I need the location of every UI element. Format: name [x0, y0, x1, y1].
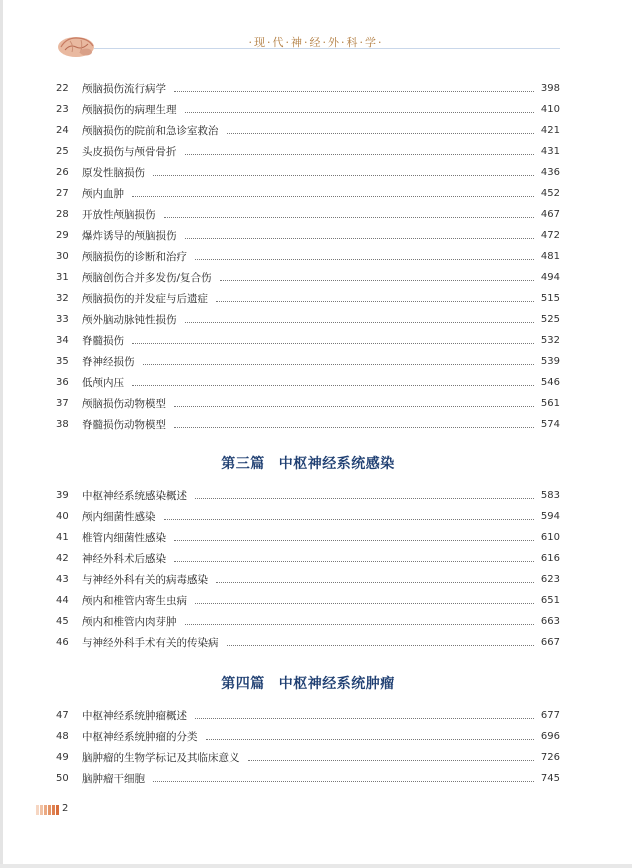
- toc-list-part3: [56, 705, 560, 789]
- section-part-label: 第四篇: [221, 676, 265, 692]
- chapter-page-number: 651: [540, 595, 560, 606]
- chapter-page-number: 532: [540, 335, 560, 346]
- chapter-page-number: 398: [540, 83, 560, 94]
- chapter-number: 29: [56, 230, 69, 241]
- toc-entry[interactable]: [56, 372, 560, 393]
- chapter-title: 中枢神经系统肿瘤的分类: [82, 731, 198, 743]
- chapter-number: 22: [56, 83, 69, 94]
- dot-leader: [164, 518, 535, 520]
- dot-leader: [185, 321, 535, 323]
- header-title: ·现·代·神·经·外·科·学·: [248, 36, 384, 49]
- chapter-title: 颅脑损伤的诊断和治疗: [82, 251, 187, 263]
- brain-logo-icon: [56, 32, 98, 58]
- chapter-title: 颅脑损伤流行病学: [82, 83, 166, 95]
- dot-leader: [216, 581, 534, 583]
- dot-leader: [174, 405, 534, 407]
- chapter-page-number: 667: [540, 637, 560, 648]
- chapter-page-number: 431: [540, 146, 560, 157]
- toc-entry[interactable]: [56, 747, 560, 768]
- toc-entry[interactable]: [56, 569, 560, 590]
- chapter-page-number: 515: [540, 293, 560, 304]
- chapter-title: 脊髓损伤动物模型: [82, 419, 166, 431]
- chapter-number: 39: [56, 490, 69, 501]
- toc-entry[interactable]: [56, 78, 560, 99]
- footer-bars-icon: [36, 805, 59, 815]
- chapter-page-number: 677: [540, 710, 560, 721]
- toc-entry[interactable]: [56, 120, 560, 141]
- toc-entry[interactable]: [56, 414, 560, 435]
- toc-entry[interactable]: [56, 183, 560, 204]
- chapter-page-number: 745: [540, 773, 560, 784]
- chapter-title: 中枢神经系统肿瘤概述: [82, 710, 187, 722]
- dot-leader: [216, 300, 534, 302]
- chapter-number: 28: [56, 209, 69, 220]
- chapter-title: 脑肿瘤干细胞: [82, 773, 145, 785]
- chapter-number: 37: [56, 398, 69, 409]
- dot-leader: [195, 497, 534, 499]
- chapter-title: 颅内细菌性感染: [82, 511, 156, 523]
- section-name: 中枢神经系统肿瘤: [278, 676, 395, 692]
- chapter-page-number: 436: [540, 167, 560, 178]
- dot-leader: [227, 644, 535, 646]
- dot-leader: [248, 759, 535, 761]
- dot-leader: [220, 279, 534, 281]
- toc-entry[interactable]: [56, 705, 560, 726]
- chapter-title: 神经外科术后感染: [82, 553, 166, 565]
- chapter-title: 颅外脑动脉钝性损伤: [82, 314, 177, 326]
- chapter-title: 开放性颅脑损伤: [82, 209, 156, 221]
- toc-entry[interactable]: [56, 141, 560, 162]
- chapter-number: 38: [56, 419, 69, 430]
- chapter-number: 32: [56, 293, 69, 304]
- chapter-page-number: 539: [540, 356, 560, 367]
- chapter-number: 44: [56, 595, 69, 606]
- chapter-title: 脑肿瘤的生物学标记及其临床意义: [82, 752, 240, 764]
- chapter-title: 颅脑创伤合并多发伤/复合伤: [82, 272, 212, 284]
- running-header: [56, 28, 560, 58]
- dot-leader: [174, 426, 534, 428]
- chapter-title: 颅内和椎管内肉芽肿: [82, 616, 177, 628]
- dot-leader: [132, 195, 534, 197]
- page-bottom-edge: [0, 864, 632, 868]
- section-name: 中枢神经系统感染: [278, 456, 395, 472]
- chapter-title: 椎管内细菌性感染: [82, 532, 166, 544]
- chapter-page-number: 696: [540, 731, 560, 742]
- chapter-number: 27: [56, 188, 69, 199]
- chapter-title: 原发性脑损伤: [82, 167, 145, 179]
- chapter-page-number: 410: [540, 104, 560, 115]
- toc-list-part2: [56, 485, 560, 653]
- dot-leader: [143, 363, 535, 365]
- chapter-title: 颅内血肿: [82, 188, 124, 200]
- chapter-number: 31: [56, 272, 69, 283]
- dot-leader: [153, 780, 534, 782]
- toc-list-part1: [56, 78, 560, 435]
- chapter-number: 23: [56, 104, 69, 115]
- dot-leader: [174, 560, 534, 562]
- toc-entry[interactable]: [56, 225, 560, 246]
- chapter-page-number: 421: [540, 125, 560, 136]
- chapter-title: 中枢神经系统感染概述: [82, 490, 187, 502]
- chapter-page-number: 546: [540, 377, 560, 388]
- toc-entry[interactable]: [56, 330, 560, 351]
- dot-leader: [185, 623, 535, 625]
- toc-entry[interactable]: [56, 288, 560, 309]
- chapter-page-number: 594: [540, 511, 560, 522]
- toc-entry[interactable]: [56, 267, 560, 288]
- toc-entry[interactable]: [56, 527, 560, 548]
- chapter-title: 颅脑损伤动物模型: [82, 398, 166, 410]
- toc-entry[interactable]: [56, 162, 560, 183]
- chapter-number: 25: [56, 146, 69, 157]
- chapter-number: 24: [56, 125, 69, 136]
- dot-leader: [132, 384, 534, 386]
- dot-leader: [185, 111, 535, 113]
- dot-leader: [185, 153, 535, 155]
- chapter-title: 与神经外科有关的病毒感染: [82, 574, 208, 586]
- dot-leader: [195, 258, 534, 260]
- toc-entry[interactable]: [56, 309, 560, 330]
- chapter-page-number: 467: [540, 209, 560, 220]
- section-heading-3: [56, 453, 560, 473]
- chapter-number: 42: [56, 553, 69, 564]
- toc-entry[interactable]: [56, 611, 560, 632]
- chapter-title: 头皮损伤与颅骨骨折: [82, 146, 177, 158]
- dot-leader: [132, 342, 534, 344]
- toc-entry[interactable]: [56, 393, 560, 414]
- chapter-number: 49: [56, 752, 69, 763]
- chapter-page-number: 494: [540, 272, 560, 283]
- page-number: 2: [62, 803, 69, 814]
- chapter-title: 颅脑损伤的病理生理: [82, 104, 177, 116]
- chapter-page-number: 663: [540, 616, 560, 627]
- chapter-page-number: 583: [540, 490, 560, 501]
- chapter-title: 爆炸诱导的颅脑损伤: [82, 230, 177, 242]
- dot-leader: [185, 237, 535, 239]
- chapter-title: 颅内和椎管内寄生虫病: [82, 595, 187, 607]
- dot-leader: [195, 717, 534, 719]
- dot-leader: [206, 738, 535, 740]
- chapter-page-number: 616: [540, 553, 560, 564]
- chapter-title: 低颅内压: [82, 377, 124, 389]
- chapter-number: 47: [56, 710, 69, 721]
- chapter-page-number: 610: [540, 532, 560, 543]
- toc-entry[interactable]: [56, 99, 560, 120]
- chapter-title: 颅脑损伤的院前和急诊室救治: [82, 125, 219, 137]
- chapter-page-number: 452: [540, 188, 560, 199]
- page-edge: [0, 0, 3, 868]
- chapter-number: 26: [56, 167, 69, 178]
- dot-leader: [164, 216, 535, 218]
- chapter-title: 脊髓损伤: [82, 335, 124, 347]
- chapter-page-number: 525: [540, 314, 560, 325]
- dot-leader: [174, 539, 534, 541]
- section-heading-4: [56, 673, 560, 693]
- dot-leader: [195, 602, 534, 604]
- toc-entry[interactable]: [56, 246, 560, 267]
- chapter-title: 颅脑损伤的并发症与后遗症: [82, 293, 208, 305]
- section-part-label: 第三篇: [221, 456, 265, 472]
- toc-entry[interactable]: [56, 726, 560, 747]
- chapter-title: 与神经外科手术有关的传染病: [82, 637, 219, 649]
- chapter-number: 33: [56, 314, 69, 325]
- chapter-page-number: 481: [540, 251, 560, 262]
- chapter-number: 36: [56, 377, 69, 388]
- chapter-number: 45: [56, 616, 69, 627]
- chapter-number: 46: [56, 637, 69, 648]
- toc-entry[interactable]: [56, 768, 560, 789]
- chapter-page-number: 561: [540, 398, 560, 409]
- dot-leader: [227, 132, 535, 134]
- toc-entry[interactable]: [56, 548, 560, 569]
- chapter-page-number: 574: [540, 419, 560, 430]
- chapter-page-number: 623: [540, 574, 560, 585]
- chapter-number: 35: [56, 356, 69, 367]
- dot-leader: [174, 90, 534, 92]
- chapter-page-number: 726: [540, 752, 560, 763]
- toc-entry[interactable]: [56, 506, 560, 527]
- toc-entry[interactable]: [56, 632, 560, 653]
- chapter-number: 41: [56, 532, 69, 543]
- dot-leader: [153, 174, 534, 176]
- chapter-page-number: 472: [540, 230, 560, 241]
- toc-entry[interactable]: [56, 204, 560, 225]
- chapter-number: 50: [56, 773, 69, 784]
- chapter-number: 34: [56, 335, 69, 346]
- chapter-number: 40: [56, 511, 69, 522]
- toc-entry[interactable]: [56, 590, 560, 611]
- chapter-number: 48: [56, 731, 69, 742]
- chapter-number: 43: [56, 574, 69, 585]
- chapter-title: 脊神经损伤: [82, 356, 135, 368]
- chapter-number: 30: [56, 251, 69, 262]
- toc-entry[interactable]: [56, 485, 560, 506]
- toc-entry[interactable]: [56, 351, 560, 372]
